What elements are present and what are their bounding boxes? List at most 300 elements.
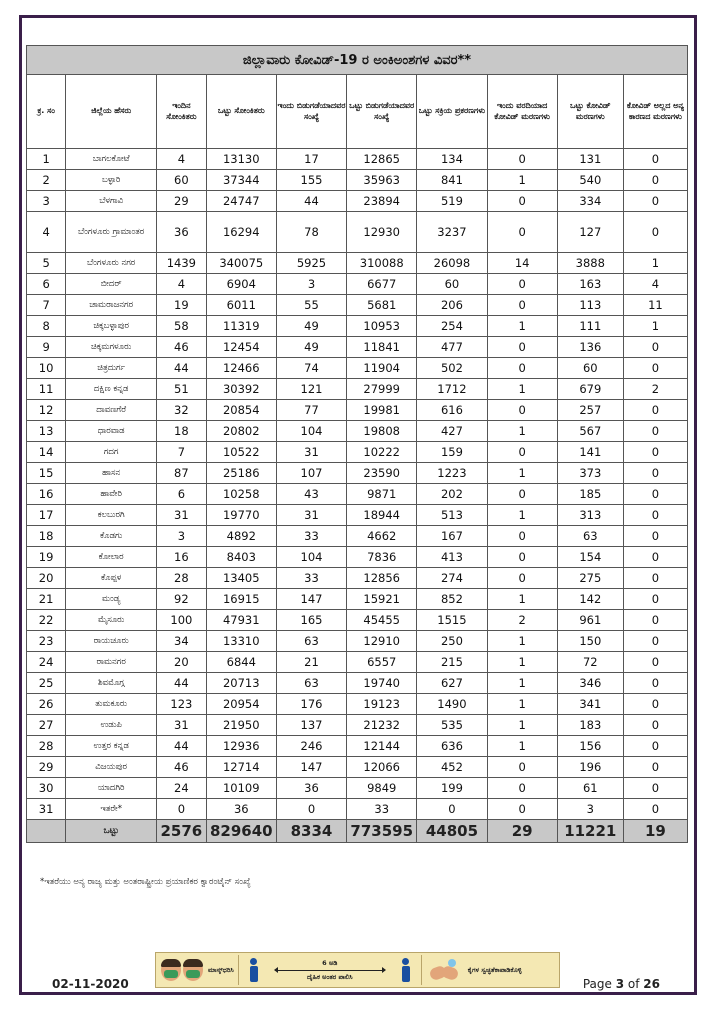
value-cell: 10522 [206,442,276,463]
value-cell: 346 [557,673,623,694]
value-cell: 1 [487,736,557,757]
value-cell: 3888 [557,253,623,274]
value-cell: 340075 [206,253,276,274]
report-date: 02-11-2020 [52,977,129,991]
serial-cell: 29 [27,757,66,778]
value-cell: 147 [276,589,346,610]
table-row [27,442,688,463]
district-name-cell: ಶಿವಮೊಗ್ಗ [66,673,157,694]
table-row [27,715,688,736]
district-name-cell: ಕೊಪ್ಪಳ [66,568,157,589]
district-name-cell: ಬೆಳಗಾವಿ [66,191,157,212]
value-cell: 1 [487,379,557,400]
value-cell: 0 [487,400,557,421]
table-row [27,191,688,212]
value-cell: 0 [487,757,557,778]
value-cell: 137 [276,715,346,736]
double-arrow-icon [275,970,385,971]
value-cell: 313 [557,505,623,526]
value-cell: 29 [157,191,207,212]
value-cell: 27999 [347,379,417,400]
district-stats-table [26,45,688,843]
serial-cell: 31 [27,799,66,820]
value-cell: 5681 [347,295,417,316]
value-cell: 4662 [347,526,417,547]
table-title: ಜಿಲ್ಲಾವಾರು ಕೋವಿಡ್‌-19 ರ ಅಂಕಿಅಂಶಗಳ ವಿವರ** [27,46,688,75]
value-cell: 12466 [206,358,276,379]
value-cell: 23590 [347,463,417,484]
value-cell: 961 [557,610,623,631]
serial-cell: 17 [27,505,66,526]
value-cell: 3 [557,799,623,820]
district-name-cell: ರಾಮನಗರ [66,652,157,673]
totals-row [27,820,688,843]
value-cell: 0 [157,799,207,820]
value-cell: 28 [157,568,207,589]
value-cell: 26098 [417,253,487,274]
hygiene-text-line2: ಕಾಪಾಡಿಕೊಳ್ಳಿ [494,965,522,974]
value-cell: 477 [417,337,487,358]
value-cell: 127 [557,212,623,253]
value-cell: 0 [487,778,557,799]
value-cell: 100 [157,610,207,631]
value-cell: 60 [557,358,623,379]
table-row [27,526,688,547]
value-cell: 61 [557,778,623,799]
value-cell: 21 [276,652,346,673]
value-cell: 165 [276,610,346,631]
district-name-cell: ಚಿಕ್ಕಮಗಳೂರು [66,337,157,358]
serial-cell: 5 [27,253,66,274]
table-row [27,757,688,778]
value-cell: 19740 [347,673,417,694]
value-cell: 852 [417,589,487,610]
hygiene-text-line1: ಕೈಗಳ ಸ್ವಚ್ಛತೆ [467,965,495,974]
value-cell: 60 [417,274,487,295]
district-name-cell: ಉಡುಪಿ [66,715,157,736]
table-row [27,568,688,589]
value-cell: 373 [557,463,623,484]
value-cell: 1 [487,170,557,191]
value-cell: 0 [487,547,557,568]
value-cell: 3 [276,274,346,295]
value-cell: 0 [623,694,687,715]
value-cell: 202 [417,484,487,505]
serial-cell: 21 [27,589,66,610]
serial-cell: 9 [27,337,66,358]
table-row [27,379,688,400]
value-cell: 0 [487,149,557,170]
value-cell: 0 [623,526,687,547]
value-cell: 0 [623,715,687,736]
total-cell: 773595 [347,820,417,843]
value-cell: 12144 [347,736,417,757]
value-cell: 1 [623,253,687,274]
table-row [27,170,688,191]
value-cell: 6557 [347,652,417,673]
value-cell: 78 [276,212,346,253]
value-cell: 16294 [206,212,276,253]
total-cell: 11221 [557,820,623,843]
value-cell: 0 [623,547,687,568]
value-cell: 136 [557,337,623,358]
serial-cell: 7 [27,295,66,316]
value-cell: 36 [276,778,346,799]
value-cell: 535 [417,715,487,736]
district-name-cell: ಮಂಡ್ಯ [66,589,157,610]
table-row [27,736,688,757]
value-cell: 44 [157,736,207,757]
value-cell: 31 [157,505,207,526]
value-cell: 0 [623,442,687,463]
value-cell: 150 [557,631,623,652]
value-cell: 20854 [206,400,276,421]
value-cell: 0 [623,505,687,526]
total-cell: 829640 [206,820,276,843]
value-cell: 155 [276,170,346,191]
value-cell: 14 [487,253,557,274]
value-cell: 841 [417,170,487,191]
value-cell: 196 [557,757,623,778]
value-cell: 0 [623,421,687,442]
table-row [27,799,688,820]
district-name-cell: ಉತ್ತರ ಕನ್ನಡ [66,736,157,757]
value-cell: 34 [157,631,207,652]
value-cell: 33 [276,526,346,547]
district-name-cell: ಮೈಸೂರು [66,610,157,631]
value-cell: 12910 [347,631,417,652]
value-cell: 6 [157,484,207,505]
value-cell: 12936 [206,736,276,757]
value-cell: 31 [157,715,207,736]
value-cell: 113 [557,295,623,316]
total-cell: 29 [487,820,557,843]
value-cell: 1 [487,589,557,610]
value-cell: 19 [157,295,207,316]
value-cell: 55 [276,295,346,316]
value-cell: 33 [276,568,346,589]
value-cell: 46 [157,757,207,778]
value-cell: 502 [417,358,487,379]
serial-cell: 10 [27,358,66,379]
table-row [27,337,688,358]
table-row [27,463,688,484]
value-cell: 13130 [206,149,276,170]
total-label: ಒಟ್ಟು [66,820,157,843]
value-cell: 275 [557,568,623,589]
value-cell: 427 [417,421,487,442]
column-header: ಜಿಲ್ಲೆಯ ಹೆಸರು [66,75,157,149]
value-cell: 627 [417,673,487,694]
value-cell: 1490 [417,694,487,715]
value-cell: 1 [487,505,557,526]
value-cell: 176 [276,694,346,715]
value-cell: 21950 [206,715,276,736]
value-cell: 72 [557,652,623,673]
district-name-cell: ಚಿಕ್ಕಬಳ್ಳಾಪುರ [66,316,157,337]
value-cell: 20713 [206,673,276,694]
value-cell: 36 [157,212,207,253]
district-name-cell: ರಾಯಚೂರು [66,631,157,652]
value-cell: 163 [557,274,623,295]
value-cell: 11841 [347,337,417,358]
value-cell: 20 [157,652,207,673]
mask-text-line2: ಧರಿಸಿ [222,965,234,974]
value-cell: 31 [276,505,346,526]
table-row [27,778,688,799]
value-cell: 0 [623,191,687,212]
table-row [27,421,688,442]
district-name-cell: ದಾವಣಗೆರೆ [66,400,157,421]
value-cell: 0 [487,799,557,820]
value-cell: 25186 [206,463,276,484]
value-cell: 147 [276,757,346,778]
value-cell: 0 [623,673,687,694]
total-cell: 44805 [417,820,487,843]
value-cell: 199 [417,778,487,799]
value-cell: 104 [276,421,346,442]
value-cell: 2 [487,610,557,631]
value-cell: 0 [623,778,687,799]
serial-cell: 2 [27,170,66,191]
serial-cell: 25 [27,673,66,694]
banner-divider [421,955,422,985]
table-row [27,547,688,568]
column-header: ಇಂದು ಬಿಡುಗಡೆಯಾದವರ ಸಂಖ್ಯೆ [276,75,346,149]
value-cell: 206 [417,295,487,316]
value-cell: 616 [417,400,487,421]
value-cell: 156 [557,736,623,757]
value-cell: 87 [157,463,207,484]
value-cell: 32 [157,400,207,421]
value-cell: 123 [157,694,207,715]
table-row [27,589,688,610]
serial-cell: 6 [27,274,66,295]
serial-cell: 30 [27,778,66,799]
value-cell: 274 [417,568,487,589]
table-row [27,505,688,526]
person-icon [249,958,259,982]
value-cell: 46 [157,337,207,358]
person-icon [401,958,411,982]
masked-faces-icon [156,953,208,987]
value-cell: 107 [276,463,346,484]
value-cell: 30392 [206,379,276,400]
value-cell: 47931 [206,610,276,631]
district-name-cell: ಧಾರವಾಡ [66,421,157,442]
distance-text: ದೈಹಿಕ ಅಂತರ ಪಾಲಿಸಿ [306,972,353,981]
hygiene-text [468,953,522,987]
serial-cell: 22 [27,610,66,631]
column-header: ಒಟ್ಟು ಬಿಡುಗಡೆಯಾದವರ ಸಂಖ್ಯೆ [347,75,417,149]
value-cell: 0 [487,484,557,505]
value-cell: 12865 [347,149,417,170]
value-cell: 1 [487,673,557,694]
table-row [27,149,688,170]
value-cell: 1515 [417,610,487,631]
serial-cell: 15 [27,463,66,484]
value-cell: 16915 [206,589,276,610]
column-header: ಇಂದು ವರದಿಯಾದ ಕೋವಿಡ್‌ ಮರಣಗಳು [487,75,557,149]
value-cell: 1223 [417,463,487,484]
value-cell: 18 [157,421,207,442]
banner-divider [238,955,239,985]
serial-cell: 28 [27,736,66,757]
value-cell: 1439 [157,253,207,274]
value-cell: 1 [487,631,557,652]
mask-text-line1: ಮಾಸ್ಕ್‌ [208,965,223,974]
district-name-cell: ಬಾಗಲಕೋಟೆ [66,149,157,170]
header-row [27,75,688,149]
value-cell: 0 [623,736,687,757]
value-cell: 63 [276,673,346,694]
value-cell: 44 [157,673,207,694]
serial-cell: 19 [27,547,66,568]
serial-cell: 3 [27,191,66,212]
value-cell: 0 [623,337,687,358]
value-cell: 0 [623,757,687,778]
table-row [27,253,688,274]
column-header: ಒಟ್ಟು ಸೋಂಕಿತರು [206,75,276,149]
value-cell: 3 [157,526,207,547]
district-name-cell: ಚಾಮರಾಜನಗರ [66,295,157,316]
district-name-cell: ಕಲಬುರಗಿ [66,505,157,526]
value-cell: 4 [623,274,687,295]
value-cell: 23894 [347,191,417,212]
distance-label: 6 ಅಡಿ [322,959,338,968]
table-row [27,610,688,631]
value-cell: 60 [157,170,207,191]
value-cell: 0 [487,442,557,463]
column-header: ಕ್ರ. ಸಂ [27,75,66,149]
safety-banner [155,952,560,988]
value-cell: 3237 [417,212,487,253]
value-cell: 18944 [347,505,417,526]
serial-cell: 14 [27,442,66,463]
value-cell: 5925 [276,253,346,274]
value-cell: 12714 [206,757,276,778]
district-name-cell: ಹಾಸನ [66,463,157,484]
value-cell: 92 [157,589,207,610]
value-cell: 49 [276,337,346,358]
value-cell: 250 [417,631,487,652]
district-name-cell: ಯಾದಗಿರಿ [66,778,157,799]
serial-cell: 18 [27,526,66,547]
value-cell: 77 [276,400,346,421]
value-cell: 11904 [347,358,417,379]
value-cell: 24747 [206,191,276,212]
value-cell: 44 [157,358,207,379]
value-cell: 0 [487,526,557,547]
value-cell: 131 [557,149,623,170]
district-name-cell: ಬೆಂಗಳೂರು ನಗರ [66,253,157,274]
total-cell: 19 [623,820,687,843]
value-cell: 0 [487,212,557,253]
value-cell: 183 [557,715,623,736]
value-cell: 1 [623,316,687,337]
value-cell: 15921 [347,589,417,610]
value-cell: 1 [487,421,557,442]
value-cell: 679 [557,379,623,400]
value-cell: 159 [417,442,487,463]
value-cell: 36 [206,799,276,820]
table-row [27,358,688,379]
column-header: ಕೋವಿಡ್‌ ಅಲ್ಲದ ಅನ್ಯ ಕಾರಣದ ಮರಣಗಳು [623,75,687,149]
value-cell: 44 [276,191,346,212]
value-cell: 0 [487,191,557,212]
value-cell: 16 [157,547,207,568]
value-cell: 0 [276,799,346,820]
value-cell: 111 [557,316,623,337]
value-cell: 1 [487,463,557,484]
serial-cell: 12 [27,400,66,421]
value-cell: 31 [276,442,346,463]
value-cell: 10109 [206,778,276,799]
table-row [27,631,688,652]
column-header: ಒಟ್ಟು ಸಕ್ರಿಯ ಪ್ರಕರಣಗಳು [417,75,487,149]
table-row [27,694,688,715]
value-cell: 567 [557,421,623,442]
value-cell: 0 [623,484,687,505]
value-cell: 35963 [347,170,417,191]
value-cell: 7 [157,442,207,463]
value-cell: 24 [157,778,207,799]
column-header: ಇಂದಿನ ಸೋಂಕಿತರು [157,75,207,149]
value-cell: 51 [157,379,207,400]
value-cell: 74 [276,358,346,379]
value-cell: 10953 [347,316,417,337]
district-name-cell: ಕೊಡಗು [66,526,157,547]
value-cell: 9871 [347,484,417,505]
value-cell: 0 [623,212,687,253]
value-cell: 1 [487,694,557,715]
value-cell: 20802 [206,421,276,442]
value-cell: 154 [557,547,623,568]
district-name-cell: ಬೀದರ್‌ [66,274,157,295]
value-cell: 0 [487,337,557,358]
value-cell: 37344 [206,170,276,191]
value-cell: 11319 [206,316,276,337]
value-cell: 63 [557,526,623,547]
value-cell: 167 [417,526,487,547]
value-cell: 19123 [347,694,417,715]
district-name-cell: ಗದಗ [66,442,157,463]
value-cell: 334 [557,191,623,212]
district-name-cell: ಬೆಂಗಳೂರು ಗ್ರಾಮಾಂತರ [66,212,157,253]
value-cell: 19808 [347,421,417,442]
district-name-cell: ದಕ್ಷಿಣ ಕನ್ನಡ [66,379,157,400]
table-row [27,274,688,295]
value-cell: 540 [557,170,623,191]
value-cell: 636 [417,736,487,757]
value-cell: 0 [623,799,687,820]
value-cell: 4 [157,149,207,170]
table-row [27,316,688,337]
value-cell: 310088 [347,253,417,274]
serial-cell: 23 [27,631,66,652]
value-cell: 63 [276,631,346,652]
value-cell: 0 [623,652,687,673]
serial-cell: 20 [27,568,66,589]
serial-cell: 13 [27,421,66,442]
district-name-cell: ವಿಜಯಪುರ [66,757,157,778]
value-cell: 452 [417,757,487,778]
total-cell: 8334 [276,820,346,843]
table-body [27,149,688,820]
value-cell: 9849 [347,778,417,799]
value-cell: 19770 [206,505,276,526]
table-row [27,212,688,253]
